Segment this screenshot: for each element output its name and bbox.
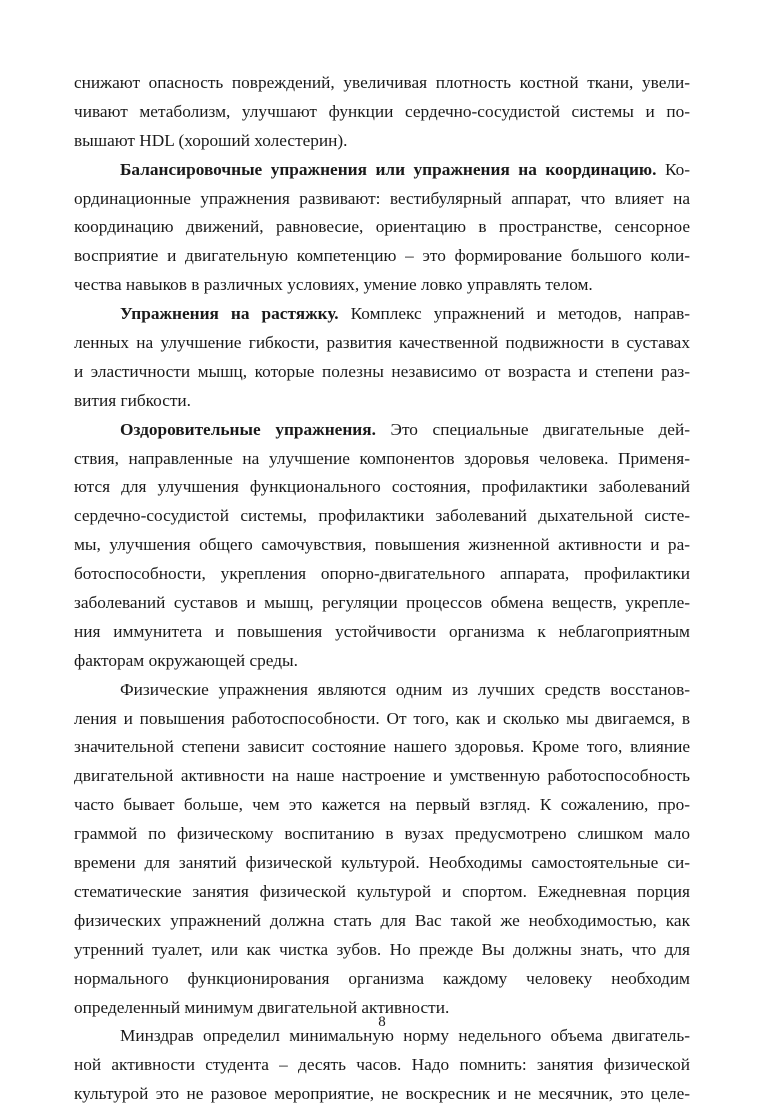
line-text: ствия, направленные на улучшение компонентов здоровья человека. Применя- <box>74 448 690 468</box>
text-line <box>74 907 690 936</box>
text-line <box>74 647 690 676</box>
line-text: двигательной активности на наше настроение и умственную работоспособность <box>74 766 690 786</box>
text-line <box>74 705 690 734</box>
line-text: Ко- <box>656 159 690 179</box>
text-line <box>74 387 690 416</box>
text-line <box>74 733 690 762</box>
line-text: Физические упражнения являются одним из лучших средств восстанов- <box>120 679 690 699</box>
text-line <box>74 156 690 185</box>
line-text: ботоспособности, укрепления опорно-двигательного аппарата, профилактики <box>74 564 690 584</box>
line-text: ются для улучшения функционального состояния, профилактики заболеваний <box>74 477 690 497</box>
text-line <box>74 213 690 242</box>
line-text: ния иммунитета и повышения устойчивости организма к неблагоприятным <box>74 621 690 641</box>
line-text: ной активности студента – десять часов. Надо помнить: занятия физической <box>74 1055 690 1075</box>
text-line <box>74 762 690 791</box>
text-line <box>74 69 690 98</box>
text-line <box>74 878 690 907</box>
line-text: определенный минимум двигательной активности. <box>74 997 450 1017</box>
text-line <box>74 849 690 878</box>
line-text: часто бывает больше, чем это кажется на первый взгляд. К сожалению, про- <box>74 795 690 815</box>
text-line <box>74 820 690 849</box>
text-line <box>74 127 690 156</box>
page-number: 8 <box>378 1014 386 1030</box>
text-line <box>74 271 690 300</box>
line-text: вышают HDL (хороший холестерин). <box>74 130 348 150</box>
text-line <box>74 502 690 531</box>
text-line <box>74 445 690 474</box>
line-text: ординационные упражнения развивают: вестибулярный аппарат, что влияет на <box>74 188 690 208</box>
text-line <box>74 589 690 618</box>
line-text: Это специальные двигательные дей- <box>375 419 690 439</box>
text-line <box>74 560 690 589</box>
line-text: физических упражнений должна стать для Вас такой же необходимостью, как <box>74 910 690 930</box>
text-line <box>74 300 690 329</box>
line-text: мы, улучшения общего самочувствия, повышения жизненной активности и ра- <box>74 535 690 555</box>
line-text: ленных на улучшение гибкости, развития качественной подвижности в суставах <box>74 333 690 353</box>
text-line <box>74 98 690 127</box>
line-text: заболеваний суставов и мышц, регуляции процессов обмена веществ, укрепле- <box>74 593 690 613</box>
text-line <box>74 531 690 560</box>
line-text: факторам окружающей среды. <box>74 650 298 670</box>
line-text: Комплекс упражнений и методов, направ- <box>338 304 690 324</box>
line-text: Минздрав определил минимальную норму недельного объема двигатель- <box>120 1026 690 1046</box>
line-text: чивают метаболизм, улучшают функции сердечно-сосудистой системы и по- <box>74 101 690 121</box>
line-text: сердечно-сосудистой системы, профилактики заболеваний дыхательной систе- <box>74 506 690 526</box>
line-text: утренний туалет, или как чистка зубов. Но прежде Вы должны знать, что для <box>74 939 690 959</box>
text-line <box>74 185 690 214</box>
line-text: нормального функционирования организма каждому человеку необходим <box>74 968 690 988</box>
line-text: и эластичности мышц, которые полезны независимо от возраста и степени раз- <box>74 361 690 381</box>
line-text: снижают опасность повреждений, увеличивая плотность костной ткани, увели- <box>74 73 690 92</box>
text-line <box>74 329 690 358</box>
text-line <box>74 618 690 647</box>
bold-heading: Оздоровительные упражнения. <box>120 419 376 439</box>
text-line <box>74 1051 690 1080</box>
text-line <box>74 1080 690 1109</box>
line-text: времени для занятий физической культурой. Необходимы самостоятельные си- <box>74 853 690 873</box>
line-text: граммой по физическому воспитанию в вузах предусмотрено слишком мало <box>74 824 690 844</box>
text-line <box>74 676 690 705</box>
line-text: ления и повышения работоспособности. От того, как и сколько мы двигаемся, в <box>74 708 690 728</box>
line-text: восприятие и двигательную компетенцию – это формирование большого коли- <box>74 246 690 266</box>
line-text: культурой это не разовое мероприятие, не воскресник и не месячник, это целе- <box>74 1084 690 1104</box>
page-body-text <box>74 69 690 1109</box>
text-line <box>74 473 690 502</box>
text-line <box>74 416 690 445</box>
text-line <box>74 242 690 271</box>
text-line <box>74 936 690 965</box>
line-text: стематические занятия физической культурой и спортом. Ежедневная порция <box>74 881 690 901</box>
bold-heading: Упражнения на растяжку. <box>120 304 339 324</box>
line-text: значительной степени зависит состояние нашего здоровья. Кроме того, влияние <box>74 737 690 757</box>
text-line <box>74 358 690 387</box>
text-line <box>74 965 690 994</box>
line-text: вития гибкости. <box>74 390 191 410</box>
line-text: координацию движений, равновесие, ориентацию в пространстве, сенсорное <box>74 217 690 237</box>
text-line <box>74 791 690 820</box>
bold-heading: Балансировочные упражнения или упражнения на координацию. <box>120 159 657 179</box>
line-text: чества навыков в различных условиях, умение ловко управлять телом. <box>74 275 593 295</box>
